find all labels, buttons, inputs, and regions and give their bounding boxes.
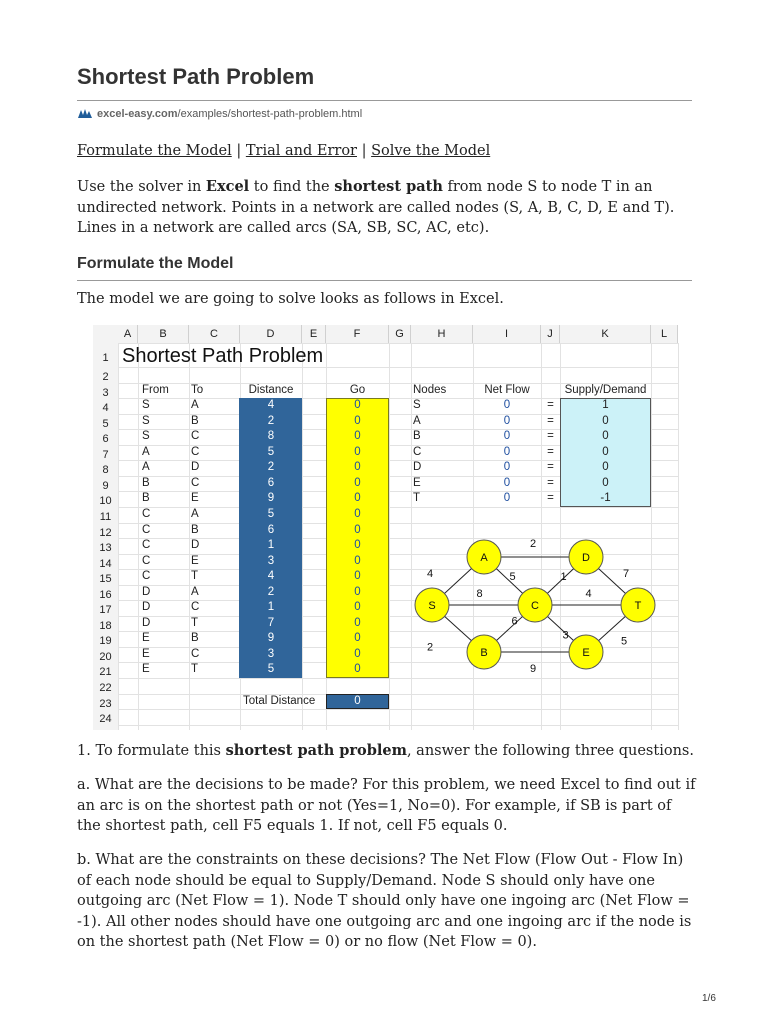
arc-go: 0: [354, 601, 361, 614]
node-supply-demand: 1: [602, 399, 609, 412]
network-edge-label: 5: [620, 635, 628, 648]
header-net-flow: Net Flow: [484, 383, 530, 396]
node-supply-demand: 0: [602, 461, 609, 474]
network-edge-label: 4: [426, 568, 434, 580]
arc-from: A: [142, 445, 150, 458]
column-header: B: [138, 325, 189, 343]
page-number: 1/6: [702, 993, 716, 1004]
column-header: E: [302, 325, 326, 343]
node-supply-demand: 0: [602, 445, 609, 458]
node-net-flow: 0: [503, 430, 511, 443]
arc-distance: 1: [267, 539, 275, 552]
node-supply-demand: 0: [602, 414, 609, 427]
gridline: [678, 343, 679, 730]
header-to: To: [191, 383, 204, 396]
arc-to: E: [191, 492, 199, 505]
arc-distance: 4: [267, 570, 275, 583]
arc-distance: 2: [267, 585, 275, 598]
network-edge-label: 8: [476, 588, 483, 600]
spreadsheet-screenshot: [93, 325, 678, 730]
arc-from: E: [142, 647, 150, 660]
arc-to: A: [191, 399, 199, 412]
network-node-label: D: [582, 552, 590, 564]
arc-distance: 6: [267, 523, 275, 536]
total-distance-value: 0: [354, 694, 361, 707]
source-link[interactable]: [77, 108, 362, 120]
source-domain: excel-easy.com: [97, 108, 178, 120]
arc-distance: 5: [267, 663, 275, 676]
arc-distance: 4: [267, 399, 275, 412]
header-go: Go: [349, 383, 366, 396]
node-net-flow: 0: [503, 399, 511, 412]
arc-to: C: [191, 601, 200, 614]
arc-from: B: [142, 492, 150, 505]
total-distance-label: Total Distance: [243, 694, 316, 707]
arc-distance: 3: [267, 647, 275, 660]
row-number: 16: [99, 588, 112, 601]
row-number: 4: [102, 402, 109, 415]
network-node-label: C: [531, 600, 539, 612]
node-name: D: [413, 461, 422, 474]
arc-to: T: [191, 570, 199, 583]
arc-to: C: [191, 476, 200, 489]
row-number: 11: [99, 510, 112, 523]
row-number: 15: [99, 573, 112, 586]
row-number: 21: [99, 666, 112, 679]
nav-link-trial[interactable]: Trial and Error: [245, 143, 357, 159]
header-distance: Distance: [248, 383, 294, 396]
step-bold: shortest path problem: [225, 742, 407, 759]
network-node-label: A: [480, 552, 488, 564]
network-edge-label: 3: [562, 629, 569, 642]
column-header: D: [240, 325, 302, 343]
arc-distance: 2: [267, 461, 275, 474]
node-equals: =: [547, 445, 554, 458]
node-equals: =: [547, 492, 554, 505]
intro-bold-shortest-path: shortest path: [334, 178, 443, 195]
arc-go: 0: [354, 616, 361, 629]
step-text: 1. To formulate this: [77, 743, 226, 759]
column-header: I: [473, 325, 541, 343]
node-net-flow: 0: [503, 461, 511, 474]
network-node-label: S: [428, 600, 436, 612]
node-net-flow: 0: [503, 445, 511, 458]
arc-to: T: [191, 616, 199, 629]
network-edge-label: 2: [426, 641, 434, 654]
step-a: a. What are the decisions to be made? For this problem, we need Excel to find out if an arc is on the shortest path or not (Yes=1, No=0). For example, if SB is part of the shortest path, cell F5 equals 1. If not, cell F5 equals 0.: [77, 777, 696, 834]
arc-distance: 6: [267, 476, 275, 489]
network-edge-label: 5: [509, 571, 516, 583]
arc-from: S: [142, 430, 150, 443]
arc-to: B: [191, 632, 199, 645]
arc-go: 0: [354, 461, 361, 474]
network-edge-label: 6: [511, 615, 518, 628]
node-equals: =: [547, 430, 554, 443]
arc-to: C: [191, 430, 200, 443]
step-b: b. What are the constraints on these decisions? The Net Flow (Flow Out - Flow In) of each node should be equal to Supply/Demand. Node S should only have one outgoing arc (Net Flow = 1). Node T should only have one ingoing arc (Net Flow = -1). All other nodes should have one outgoing arc and one ingoing arc if the node is on the shortest path (Net Flow = 0) or no flow (Net Flow = 0).: [77, 852, 692, 950]
arc-to: D: [191, 461, 200, 474]
node-net-flow: 0: [503, 492, 511, 505]
nav-separator: |: [231, 143, 246, 159]
source-path: /examples/shortest-path-problem.html: [177, 108, 363, 120]
header-supply-demand: Supply/Demand: [564, 383, 647, 396]
arc-distance: 7: [267, 616, 275, 629]
arc-from: C: [142, 539, 151, 552]
excel-easy-logo-icon: [77, 108, 93, 120]
column-header: H: [411, 325, 473, 343]
network-edge-label: 1: [560, 571, 567, 583]
row-number: 7: [102, 448, 109, 461]
arc-go: 0: [354, 507, 361, 520]
row-number: 13: [99, 542, 112, 555]
node-equals: =: [547, 414, 554, 427]
network-diagram: [93, 325, 678, 730]
arc-go: 0: [354, 476, 361, 489]
arc-to: B: [191, 523, 199, 536]
row-number: 22: [99, 682, 112, 694]
header-from: From: [142, 383, 169, 396]
node-name: S: [413, 399, 421, 412]
node-supply-demand: 0: [602, 476, 609, 489]
network-edge-label: 2: [529, 538, 537, 550]
intro-text: to find the: [249, 179, 335, 195]
arc-from: A: [142, 461, 150, 474]
arc-go: 0: [354, 663, 361, 676]
arc-distance: 1: [267, 601, 275, 614]
arc-distance: 3: [267, 554, 275, 567]
column-header: A: [118, 325, 138, 343]
arc-go: 0: [354, 414, 361, 427]
column-header: C: [189, 325, 240, 343]
arc-go: 0: [354, 585, 361, 598]
section-intro: The model we are going to solve looks as follows in Excel.: [77, 291, 504, 307]
row-number: 9: [102, 479, 109, 492]
row-number: 10: [99, 495, 112, 508]
arc-to: D: [191, 539, 200, 552]
node-name: T: [413, 492, 421, 505]
node-supply-demand: 0: [602, 430, 609, 443]
row-number: 2: [102, 371, 109, 383]
arc-distance: 8: [267, 430, 275, 443]
row-number: 14: [99, 557, 112, 570]
arc-to: T: [191, 663, 199, 676]
arc-from: C: [142, 570, 151, 583]
node-supply-demand: -1: [600, 492, 611, 505]
arc-from: D: [142, 616, 151, 629]
row-number: 1: [102, 352, 109, 364]
arc-distance: 2: [267, 414, 275, 427]
title-divider: [77, 100, 692, 101]
arc-go: 0: [354, 399, 361, 412]
arc-go: 0: [354, 492, 361, 505]
row-number: 20: [99, 650, 112, 663]
row-number: 19: [99, 635, 112, 648]
network-edge-label: 4: [585, 588, 592, 600]
node-equals: =: [547, 399, 554, 412]
network-node-label: B: [480, 647, 488, 659]
column-header: L: [651, 325, 678, 343]
arc-from: E: [142, 663, 150, 676]
header-nodes: Nodes: [413, 383, 447, 396]
column-header: J: [541, 325, 560, 343]
arc-to: A: [191, 507, 199, 520]
node-net-flow: 0: [503, 476, 511, 489]
row-number: 17: [99, 604, 112, 617]
arc-go: 0: [354, 539, 361, 552]
row-number: 23: [99, 697, 112, 710]
arc-from: C: [142, 507, 151, 520]
page-title: Shortest Path Problem: [77, 64, 315, 89]
arc-from: S: [142, 414, 150, 427]
arc-go: 0: [354, 523, 361, 536]
node-equals: =: [547, 476, 554, 489]
arc-go: 0: [354, 445, 361, 458]
row-number: 3: [102, 386, 109, 399]
row-number: 6: [102, 433, 109, 446]
section-heading: Formulate the Model: [77, 255, 234, 272]
nav-separator: |: [356, 143, 372, 159]
arc-from: S: [142, 399, 150, 412]
row-number: 5: [102, 417, 109, 430]
arc-distance: 5: [267, 507, 275, 520]
node-equals: =: [547, 461, 554, 474]
arc-from: C: [142, 554, 151, 567]
nav-link-solve[interactable]: Solve the Model: [371, 143, 491, 159]
column-header: G: [389, 325, 411, 343]
arc-distance: 9: [267, 492, 275, 505]
network-node-label: E: [582, 647, 590, 659]
arc-to: C: [191, 445, 200, 458]
intro-text: from node S to node T in an undirected network. Points in a network are called nodes (S, A, B, C, D, E and T). Lines in a network are called arcs (SA, SB, SC, AC, etc).: [77, 179, 675, 236]
network-edge-label: 7: [622, 568, 630, 580]
arc-from: D: [142, 601, 151, 614]
arc-distance: 5: [267, 445, 275, 458]
nav-link-formulate[interactable]: Formulate the Model: [77, 143, 232, 159]
arc-go: 0: [354, 632, 361, 645]
step-text: , answer the following three questions.: [406, 743, 694, 759]
arc-from: D: [142, 585, 151, 598]
arc-distance: 9: [267, 632, 275, 645]
arc-from: C: [142, 523, 151, 536]
row-number: 18: [99, 619, 112, 632]
section-divider: [77, 280, 692, 281]
node-name: A: [413, 414, 421, 427]
arc-go: 0: [354, 647, 361, 660]
arc-go: 0: [354, 430, 361, 443]
arc-go: 0: [354, 554, 361, 567]
step-1: [77, 741, 697, 762]
column-header: F: [326, 325, 389, 343]
arc-go: 0: [354, 570, 361, 583]
arc-to: B: [191, 414, 199, 427]
node-name: B: [413, 430, 421, 443]
row-number: 24: [99, 713, 112, 726]
arc-to: E: [191, 554, 199, 567]
node-name: C: [413, 445, 422, 458]
column-header: K: [560, 325, 651, 343]
row-number: 12: [99, 526, 112, 539]
section-nav: [77, 143, 490, 159]
arc-from: E: [142, 632, 150, 645]
node-net-flow: 0: [503, 414, 511, 427]
network-node-label: T: [634, 600, 642, 612]
intro-paragraph: [77, 177, 697, 239]
sheet-title: Shortest Path Problem: [122, 345, 324, 367]
row-number: 8: [102, 464, 109, 477]
intro-bold-excel: Excel: [205, 178, 250, 195]
arc-from: B: [142, 476, 150, 489]
arc-to: C: [191, 647, 200, 660]
arc-to: A: [191, 585, 199, 598]
intro-text: Use the solver in: [77, 179, 206, 195]
network-edge-label: 9: [529, 663, 537, 675]
node-name: E: [413, 476, 421, 489]
